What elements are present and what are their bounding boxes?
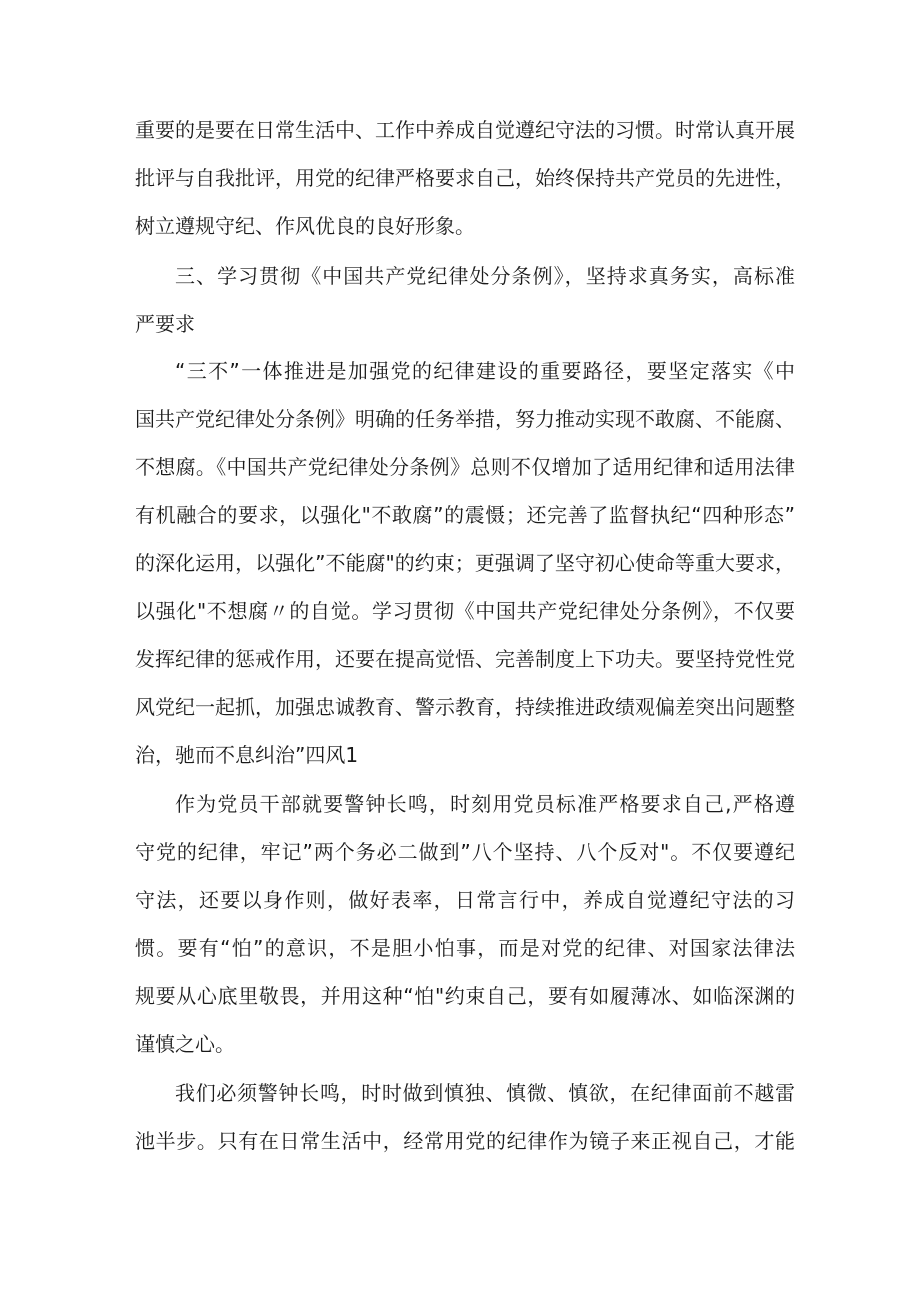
text-line: 风党纪一起抓，加强忠诚教育、警示教育，持续推进政绩观偏差突出问题整 <box>135 695 795 719</box>
text-line: 的深化运用，以强化”不能腐"的约束；更强调了坚守初心使命等重大要求， <box>135 551 795 575</box>
text-line: 守党的纪律，牢记”两个务必二做到”八个坚持、八个反对"。不仅要遵纪 <box>135 840 795 864</box>
text-line: 池半步。只有在日常生活中，经常用党的纪律作为镜子来正视自己，才能 <box>135 1129 795 1153</box>
text-line: 重要的是要在日常生活中、工作中养成自觉遵纪守法的习惯。时常认真开展 <box>135 118 795 142</box>
text-line: 作为党员干部就要警钟长鸣，时刻用党员标准严格要求自己,严格遵 <box>175 792 795 816</box>
text-line: “三不”一体推进是加强党的纪律建设的重要路径，要坚定落实《中 <box>175 359 795 383</box>
text-line: 树立遵规守纪、作风优良的良好形象。 <box>135 214 475 238</box>
heading-line: 严要求 <box>135 312 195 336</box>
text-line: 守法，还要以身作则，做好表率，日常言行中，养成自觉遵纪守法的习 <box>135 888 795 912</box>
text-line: 发挥纪律的惩戒作用，还要在提高觉悟、完善制度上下功夫。要坚持党性党 <box>135 647 795 671</box>
heading-line: 三、学习贯彻《中国共产党纪律处分条例》，坚持求真务实，高标准 <box>175 264 795 288</box>
text-line: 国共产党纪律处分条例》明确的任务举措，努力推动实现不敢腐、不能腐、 <box>135 407 795 431</box>
text-line: 惯。要有“怕”的意识，不是胆小怕事，而是对党的纪律、对国家法律法 <box>135 936 795 960</box>
text-line: 谨慎之心。 <box>135 1032 235 1056</box>
text-line: 有机融合的要求，以强化"不敢腐”的震慑；还完善了监督执纪“四种形态” <box>135 503 795 527</box>
text-line: 规要从心底里敬畏，并用这种“怕"约束自己，要有如履薄冰、如临深渊的 <box>135 984 795 1008</box>
text-line: 不想腐。《中国共产党纪律处分条例》总则不仅增加了适用纪律和适用法律 <box>135 455 795 479</box>
text-line: 以强化"不想腐〃的自觉。学习贯彻《中国共产党纪律处分条例》，不仅要 <box>135 599 795 623</box>
text-line: 治，驰而不息纠治”四风1 <box>135 743 359 767</box>
text-line: 我们必须警钟长鸣，时时做到慎独、慎微、慎欲，在纪律面前不越雷 <box>175 1081 795 1105</box>
text-line: 批评与自我批评，用党的纪律严格要求自己，始终保持共产党员的先进性， <box>135 166 795 190</box>
